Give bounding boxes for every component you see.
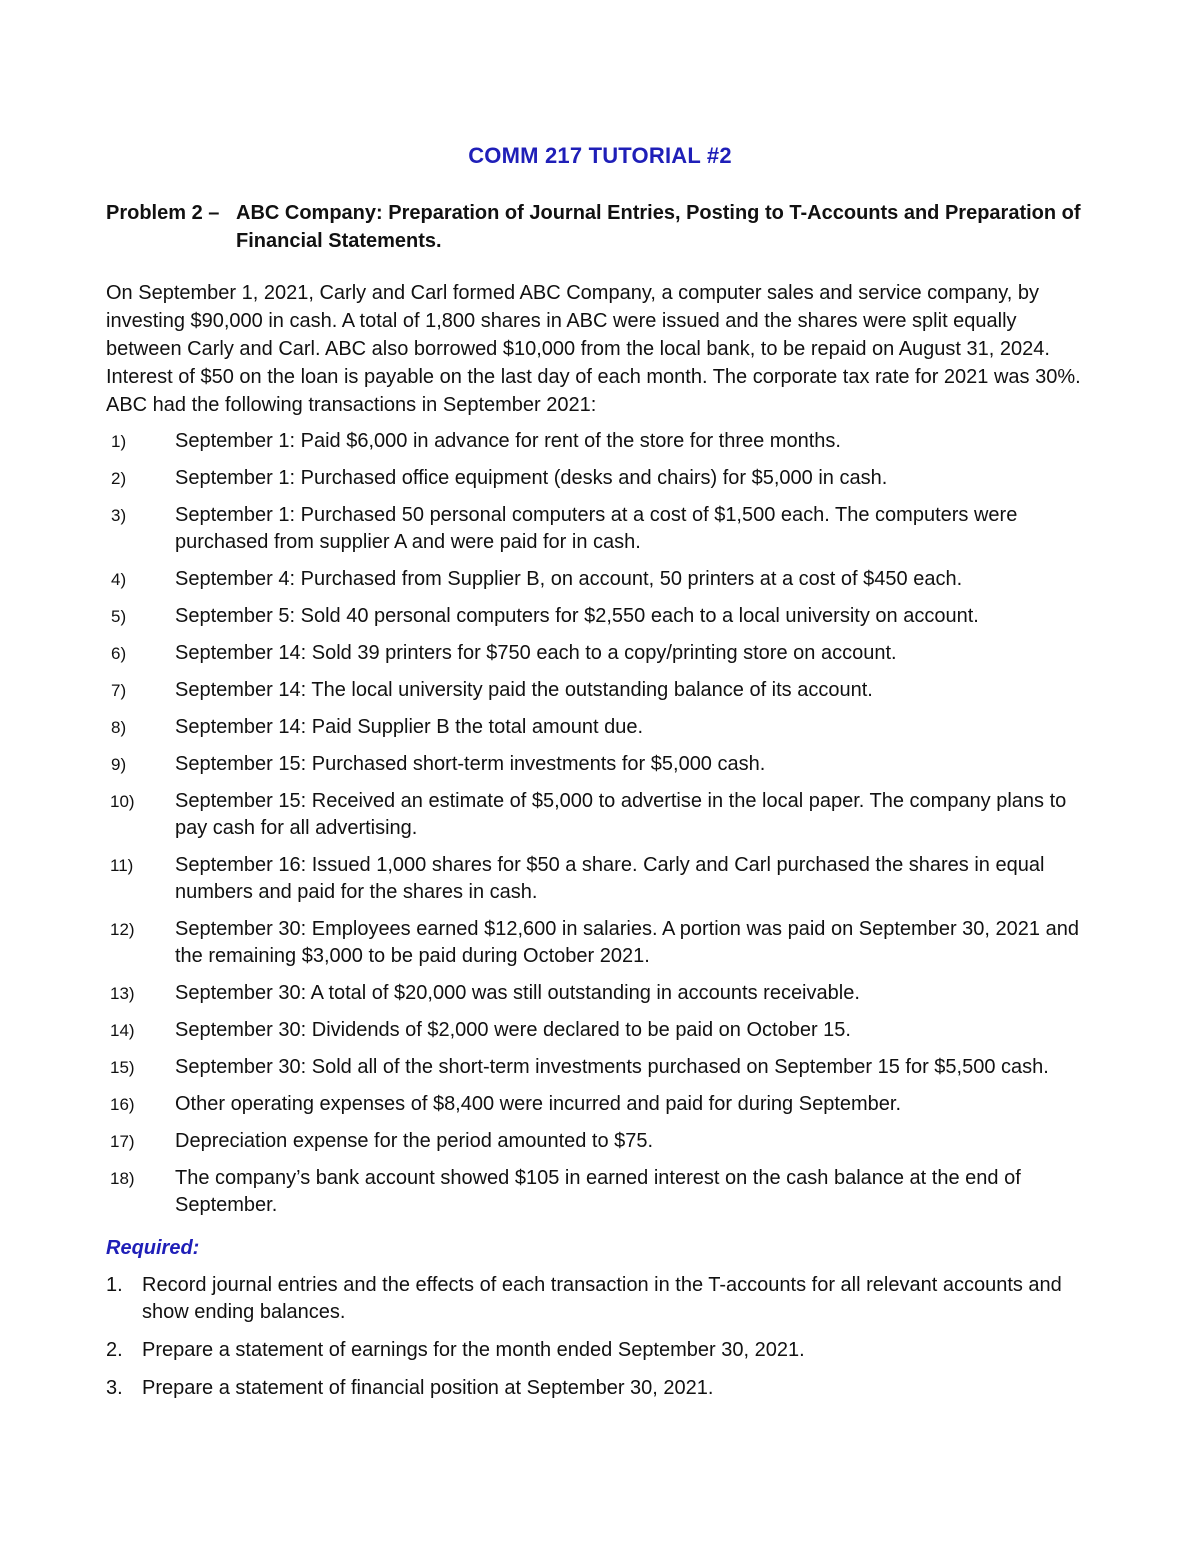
- item-number: 3.: [106, 1377, 123, 1399]
- item-text: Prepare a statement of financial position at September 30, 2021.: [142, 1377, 714, 1399]
- item-number: 13): [110, 984, 135, 1003]
- item-number: 7): [111, 681, 127, 700]
- item-number: 12): [110, 920, 135, 939]
- list-item: [106, 1337, 1096, 1364]
- list-item: [106, 465, 1096, 492]
- list-item: [106, 852, 1096, 906]
- item-number: 2): [111, 469, 127, 488]
- item-text: September 15: Received an estimate of $5,000 to advertise in the local paper. The company plans to pay cash for all advertising.: [175, 790, 1067, 839]
- item-text: September 30: Employees earned $12,600 in salaries. A portion was paid on September 30, 2021 and the remaining $3,000 to be paid during October 2021.: [175, 918, 1079, 967]
- item-number: 11): [110, 856, 134, 875]
- item-text: September 30: A total of $20,000 was still outstanding in accounts receivable.: [175, 982, 860, 1004]
- item-text: September 5: Sold 40 personal computers for $2,550 each to a local university on account.: [175, 605, 979, 627]
- list-item: [106, 788, 1096, 842]
- list-item: [106, 640, 1096, 667]
- item-text: September 1: Paid $6,000 in advance for rent of the store for three months.: [175, 430, 841, 452]
- item-number: 4): [111, 570, 127, 589]
- item-number: 1): [111, 432, 127, 451]
- item-number: 6): [111, 644, 127, 663]
- transaction-list: [106, 428, 1096, 1229]
- intro-paragraph: On September 1, 2021, Carly and Carl formed ABC Company, a computer sales and service company, by investing $90,000 in cash. A total of 1,800 shares in ABC were issued and the shares were split equally between Carly and Carl. ABC also borrowed $10,000 from the local bank, to be repaid on August 31, 2024. Interest of $50 on the loan is payable on the last day of each month. The corporate tax rate for 2021 was 30%. ABC had the following transactions in September 2021:: [106, 282, 1081, 416]
- item-text: September 15: Purchased short-term investments for $5,000 cash.: [175, 753, 766, 775]
- list-item: [106, 1272, 1096, 1326]
- list-item: [106, 1091, 1096, 1118]
- document-title: COMM 217 TUTORIAL #2: [468, 143, 732, 168]
- problem-title: ABC Company: Preparation of Journal Entries, Posting to T-Accounts and Preparation of Financial Statements.: [236, 202, 1081, 252]
- item-text: September 16: Issued 1,000 shares for $50 a share. Carly and Carl purchased the shares in equal numbers and paid for the shares in cash.: [175, 854, 1045, 903]
- item-text: September 30: Dividends of $2,000 were declared to be paid on October 15.: [175, 1019, 851, 1041]
- item-text: September 14: Paid Supplier B the total amount due.: [175, 716, 644, 738]
- item-text: The company’s bank account showed $105 in earned interest on the cash balance at the end of September.: [175, 1167, 1021, 1216]
- list-item: [106, 502, 1096, 556]
- list-item: [106, 916, 1096, 970]
- problem-label: Problem 2 –: [106, 202, 220, 224]
- problem-heading: [106, 199, 1106, 255]
- list-item: [106, 1128, 1096, 1155]
- item-text: Depreciation expense for the period amounted to $75.: [175, 1130, 654, 1152]
- item-text: September 14: Sold 39 printers for $750 each to a copy/printing store on account.: [175, 642, 897, 664]
- item-text: September 4: Purchased from Supplier B, on account, 50 printers at a cost of $450 each.: [175, 568, 963, 590]
- item-number: 2.: [106, 1339, 123, 1361]
- item-number: 15): [110, 1058, 135, 1077]
- item-text: Record journal entries and the effects of each transaction in the T-accounts for all relevant accounts and show ending balances.: [142, 1274, 1062, 1323]
- list-item: [106, 1165, 1096, 1219]
- item-number: 17): [110, 1132, 135, 1151]
- list-item: [106, 428, 1096, 455]
- list-item: [106, 1375, 1096, 1402]
- item-number: 8): [111, 718, 127, 737]
- list-item: [106, 1017, 1096, 1044]
- list-item: [106, 751, 1096, 778]
- item-text: September 30: Sold all of the short-term investments purchased on September 15 for $5,500 cash.: [175, 1056, 1049, 1078]
- list-item: [106, 677, 1096, 704]
- item-number: 18): [110, 1169, 135, 1188]
- item-text: Other operating expenses of $8,400 were incurred and paid for during September.: [175, 1093, 902, 1115]
- item-number: 9): [111, 755, 127, 774]
- item-number: 14): [110, 1021, 135, 1040]
- required-heading: Required:: [106, 1237, 200, 1259]
- item-number: 1.: [106, 1274, 123, 1296]
- list-item: [106, 603, 1096, 630]
- item-number: 10): [110, 792, 135, 811]
- item-number: 16): [110, 1095, 135, 1114]
- item-text: September 14: The local university paid the outstanding balance of its account.: [175, 679, 873, 701]
- item-text: September 1: Purchased office equipment (desks and chairs) for $5,000 in cash.: [175, 467, 888, 489]
- item-number: 3): [111, 506, 127, 525]
- list-item: [106, 566, 1096, 593]
- item-text: Prepare a statement of earnings for the month ended September 30, 2021.: [142, 1339, 805, 1361]
- item-text: September 1: Purchased 50 personal computers at a cost of $1,500 each. The computers were purchased from supplier A and were paid for in cash.: [175, 504, 1018, 553]
- list-item: [106, 980, 1096, 1007]
- list-item: [106, 1054, 1096, 1081]
- required-list: [106, 1272, 1096, 1413]
- list-item: [106, 714, 1096, 741]
- item-number: 5): [111, 607, 127, 626]
